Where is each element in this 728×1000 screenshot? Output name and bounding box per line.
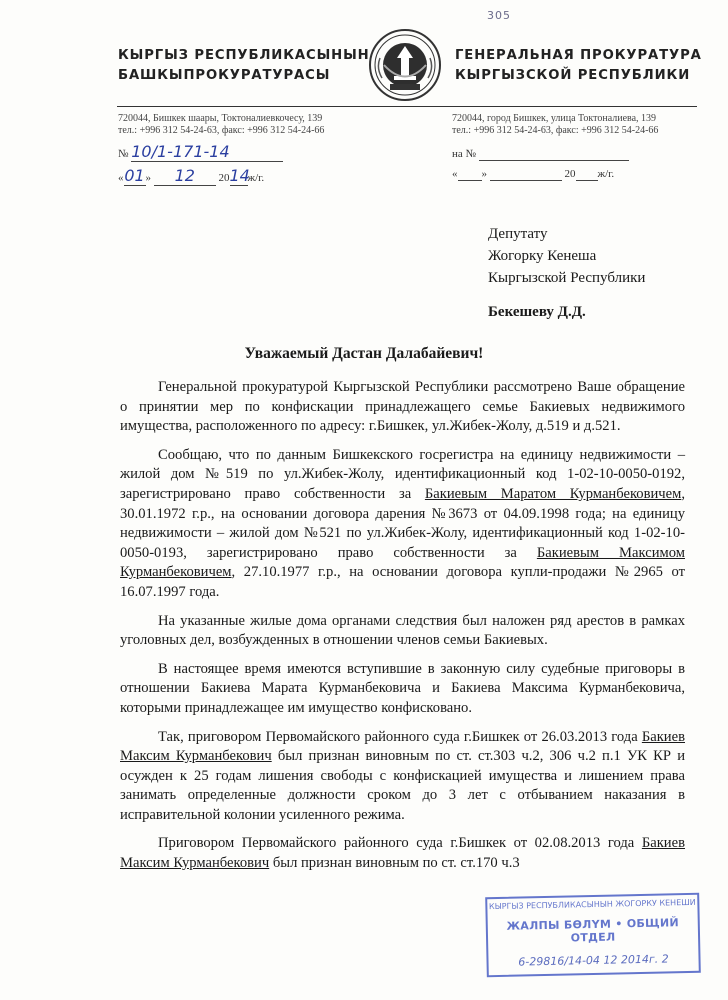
reply-day-blank [458,168,482,181]
outgoing-number-line [118,142,283,162]
address-kyrgyz [118,113,324,137]
convicted-name-1: Бакиев Максим Курманбекович [120,728,685,765]
reply-date-line [452,168,614,181]
reply-year-blank [576,168,598,181]
year-tail: ж/г. [247,172,265,184]
header-kyrgyz-line2: БАШКЫПРОКУРАТУРАСЫ [118,68,331,83]
paragraph-6-part-a: Приговором Первомайского районного суда г.Бишкек от 02.08.2013 года [158,835,642,852]
address-russian [452,113,658,137]
paragraph-4: В настоящее время имеются вступившие в законную силу судебные приговоры в отношении Бакиева Марата Курманбековича и Бакиева Максима Курманбековича, которыми принадлежащее им имущество конфисковано. [120,660,685,716]
reply-month-blank [490,168,562,181]
paragraph-6-part-b: был признан виновным по ст. ст.170 ч.3 [269,855,520,872]
header-divider [117,106,697,107]
addressee-name: Бекешеву Д.Д. [488,304,586,320]
paragraph-2 [120,446,685,603]
date-open-quote: « [118,172,124,184]
addressee-line1: Депутату [488,226,548,242]
owner-name-maxim: Бакиевым Максимом Курманбековичем [120,544,685,581]
salutation: Уважаемый Дастан Далабайевич! [244,345,484,362]
outgoing-month: 12 [154,166,216,186]
outgoing-number: 10/1-171-14 [131,142,283,162]
reply-date-open: « [452,168,458,180]
paragraph-5-part-b: был признан виновным по ст. ст.303 ч.2, 306 ч.2 п.1 УК КР и осужден к 25 годам лишения свободы с конфискацией имущества и лишением права занимать определенные должности сроком до 3 лет с отбыванием наказания в исправительной колонии усиленного режима. [120,748,686,823]
paragraph-2-part-c: , 27.10.1977 г.р., на основании договора купли-продажи №2965 от 16.07.1997 года. [120,564,685,600]
address-kyrgyz-line2: тел.: +996 312 54-24-63, факс: +996 312 54-24-66 [118,125,325,136]
outgoing-year: 14 [229,166,250,185]
reply-number-label: на № [452,148,477,160]
reply-year-prefix: 20 [564,168,576,180]
reply-number-line [452,148,629,161]
addressee-line2: Жогорку Кенеша [488,248,597,264]
header-russian [455,46,702,86]
stamp-line3: 6-29816/14-04 12 2014г. 2 [518,952,669,969]
header-russian-line1: ГЕНЕРАЛЬНАЯ ПРОКУРАТУРА [455,48,702,63]
paragraph-6 [120,834,685,873]
addressee-line3: Кыргызской Республики [488,270,646,286]
paragraph-2-part-b: , 30.01.1972 г.р., на основании договора дарения №3673 от 04.09.1998 года; на единицу недвижимости – жилой дом №521 по ул.Жибек-Жолу, идентификационный код 1-02-10-0050-0193, зарегистрировано право собственности за [120,485,685,561]
addressee-block [488,223,645,323]
paragraph-3: На указанные жилые дома органами следствия был наложен ряд арестов в рамках уголовных дел, возбужденных в отношении членов семьи Бакиевых. [120,612,685,649]
reply-year-tail: ж/г. [597,168,615,180]
address-russian-line2: тел.: +996 312 54-24-63, факс: +996 312 54-24-66 [452,125,659,136]
number-label: № [118,148,129,160]
paragraph-2-part-a: Сообщаю, что по данным Бишкекского госрегистра на единицу недвижимости – жилой дом №519 по ул.Жибек-Жолу, идентификационный код 1-02-10-0050-0192, зарегистрировано право собственности за [120,446,685,502]
owner-name-marat: Бакиевым Маратом Курманбековичем [424,485,682,502]
year-prefix: 20 [218,172,230,184]
outgoing-date-line [118,166,264,186]
letter-body [120,378,685,883]
date-close-quote: » [145,172,151,184]
convicted-name-2: Бакиев Максим Курманбекович [120,835,685,872]
emblem-icon [368,28,442,102]
reply-number-blank [479,148,629,161]
header-kyrgyz [118,46,370,86]
address-russian-line1: 720044, город Бишкек, улица Токтоналиева, 139 [452,113,657,124]
paragraph-5-part-a: Так, приговором Первомайского районного суда г.Бишкек от 26.03.2013 года [158,728,642,745]
address-kyrgyz-line1: 720044, Бишкек шаары, Токтоналиевкочесу, 139 [118,113,323,124]
header-kyrgyz-line1: КЫРГЫЗ РЕСПУБЛИКАСЫНЫН [118,48,370,63]
outgoing-day: 01 [124,166,145,185]
reply-date-close: » [481,168,487,180]
header-russian-line2: КЫРГЫЗСКОЙ РЕСПУБЛИКИ [455,68,691,83]
stamp-line2: ЖАЛПЫ БӨЛҮМ • ОБЩИЙ ОТДЕЛ [506,916,680,945]
stamp-line1: КЫРГЫЗ РЕСПУБЛИКАСЫНЫН ЖОГОРКУ КЕНЕШИ [488,897,696,912]
registration-stamp [485,893,701,977]
page-number: 305 [487,9,511,22]
paragraph-5 [120,728,685,826]
paragraph-1: Генеральной прокуратурой Кыргызской Республики рассмотрено Ваше обращение о принятии мер по конфискации принадлежащего семье Бакиевых недвижимого имущества, расположенного по адресу: г.Бишкек, ул.Жибек-Жолу, д.519 и д.521. [120,379,685,435]
